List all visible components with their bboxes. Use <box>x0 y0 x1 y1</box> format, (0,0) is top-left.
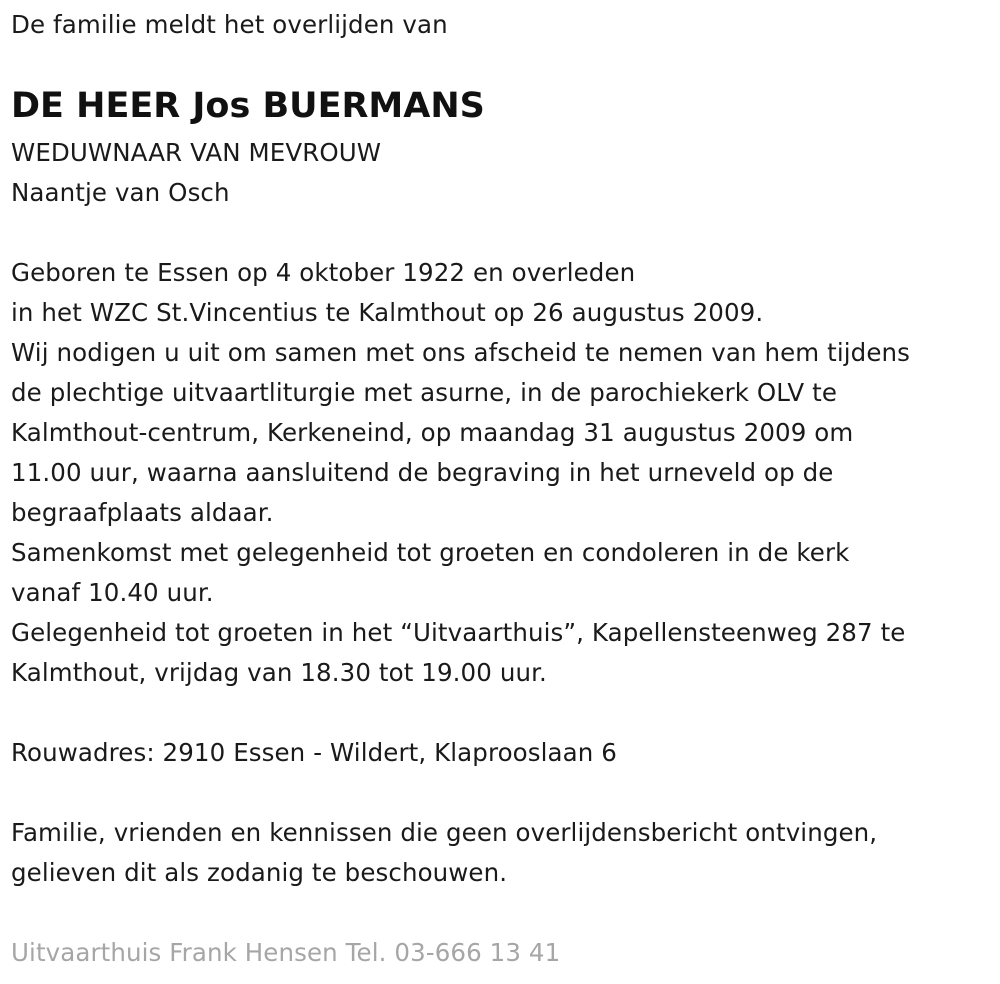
detail-line: Samenkomst met gelegenheid tot groeten en condoleren in de kerk <box>11 538 850 567</box>
funeral-home-contact: Uitvaarthuis Frank Hensen Tel. 03-666 13 41 <box>11 938 561 967</box>
closing-line: gelieven dit als zodanig te beschouwen. <box>11 858 508 887</box>
detail-line: Wij nodigen u uit om samen met ons afscheid te nemen van hem tijdens <box>11 338 910 367</box>
detail-line: vanaf 10.40 uur. <box>11 578 214 607</box>
intro-text: De familie meldt het overlijden van <box>11 10 448 39</box>
closing-line: Familie, vrienden en kennissen die geen overlijdensbericht ontvingen, <box>11 818 878 847</box>
address-block <box>11 733 617 773</box>
detail-line: begraafplaats aldaar. <box>11 498 274 527</box>
detail-line: Gelegenheid tot groeten in het “Uitvaarthuis”, Kapellensteenweg 287 te <box>11 618 906 647</box>
detail-line: Kalmthout, vrijdag van 18.30 tot 19.00 uur. <box>11 658 547 687</box>
detail-line: Geboren te Essen op 4 oktober 1922 en overleden <box>11 258 636 287</box>
detail-line: Kalmthout-centrum, Kerkeneind, op maandag 31 augustus 2009 om <box>11 418 854 447</box>
deceased-name: DE HEER Jos BUERMANS <box>11 86 485 126</box>
relation-text: WEDUWNAAR VAN MEVROUW <box>11 138 382 167</box>
relation-block <box>11 133 381 213</box>
detail-line: in het WZC St.Vincentius te Kalmthout op 26 augustus 2009. <box>11 298 764 327</box>
mourning-address: Rouwadres: 2910 Essen - Wildert, Klaprooslaan 6 <box>11 738 617 767</box>
closing-block <box>11 813 877 893</box>
spouse-name: Naantje van Osch <box>11 178 230 207</box>
detail-line: de plechtige uitvaartliturgie met asurne, in de parochiekerk OLV te <box>11 378 837 407</box>
detail-line: 11.00 uur, waarna aansluitend de begraving in het urneveld op de <box>11 458 834 487</box>
details-block <box>11 253 910 693</box>
